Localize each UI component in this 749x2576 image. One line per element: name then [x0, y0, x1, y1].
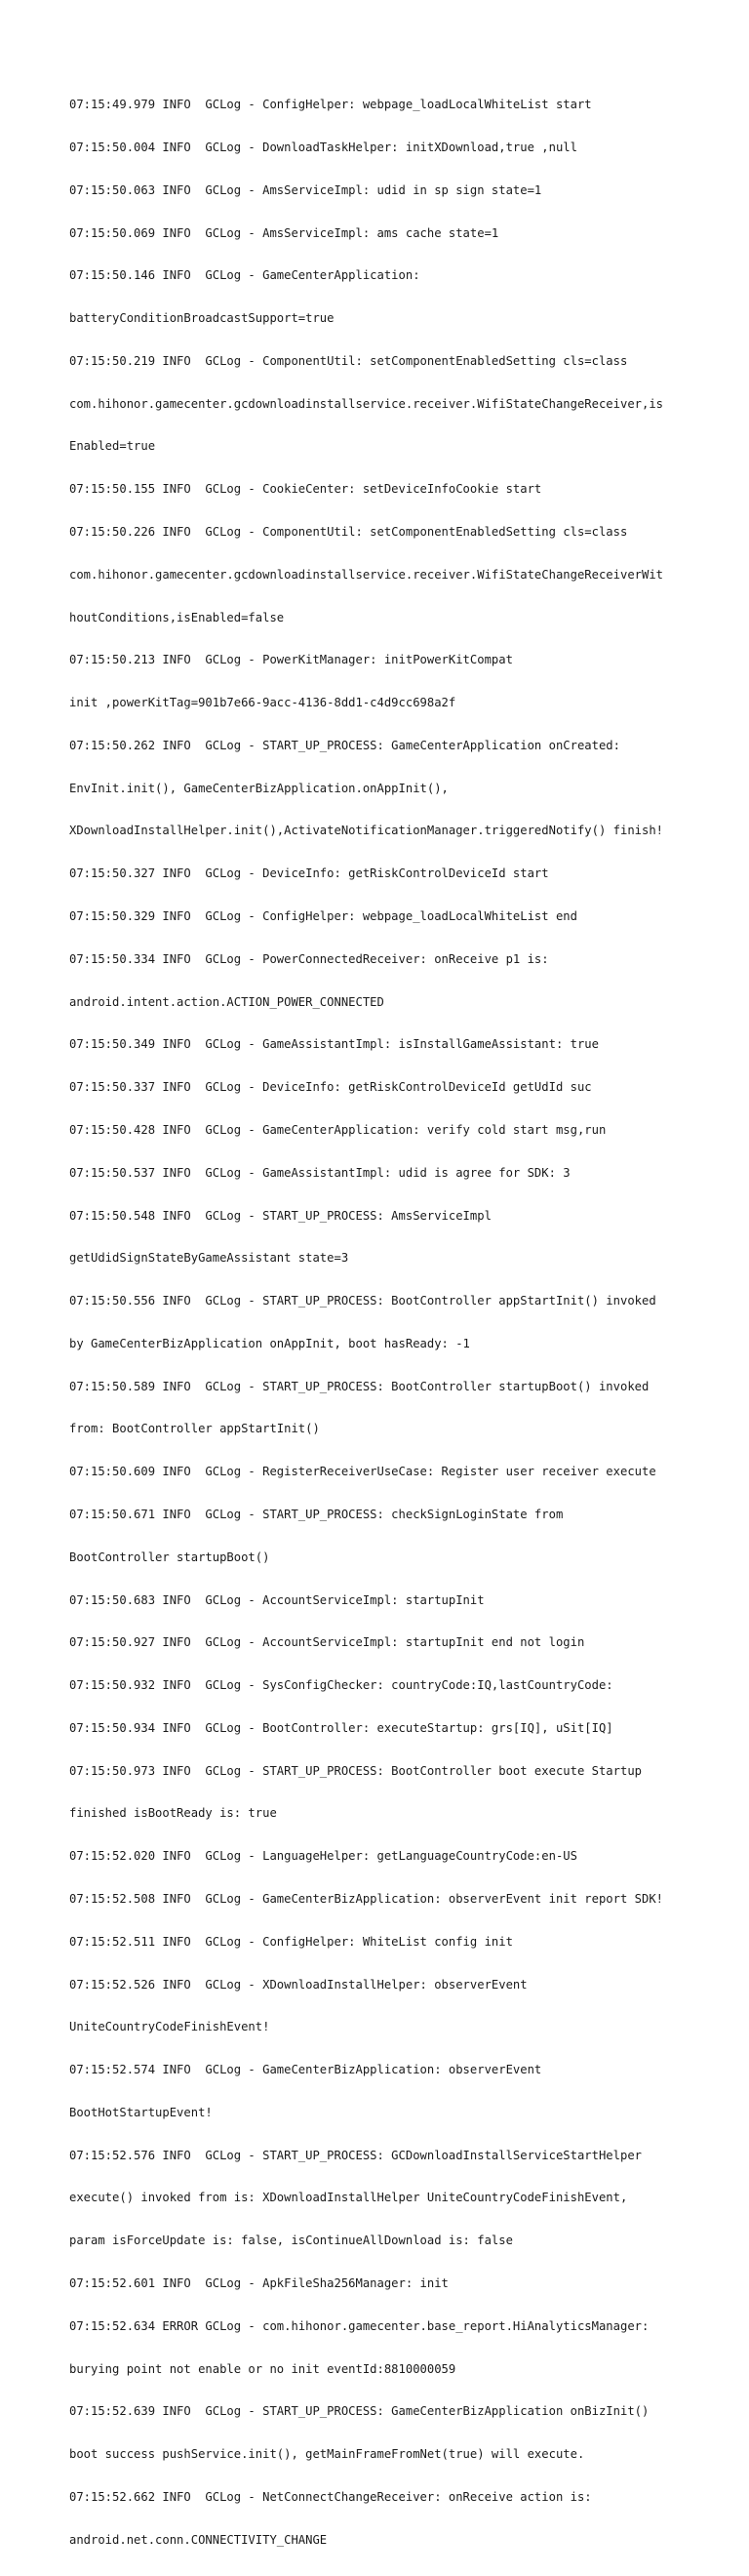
log-line: BootController startupBoot() — [69, 1550, 270, 1564]
log-line: 07:15:50.609 INFO GCLog - RegisterReceiverUseCase: Register user receiver execute — [69, 1465, 656, 1479]
log-line: Enabled=true — [69, 439, 156, 454]
log-line: 07:15:52.576 INFO GCLog - START_UP_PROCESS: GCDownloadInstallServiceStartHelper — [69, 2148, 642, 2162]
log-line: 07:15:50.927 INFO GCLog - AccountServiceImpl: startupInit end not login — [69, 1635, 585, 1650]
log-line: BootHotStartupEvent! — [69, 2105, 213, 2119]
log-line: 07:15:50.337 INFO GCLog - DeviceInfo: getRiskControlDeviceId getUdId suc — [69, 1080, 592, 1095]
log-line: 07:15:50.349 INFO GCLog - GameAssistantImpl: isInstallGameAssistant: true — [69, 1037, 599, 1052]
log-line: batteryConditionBroadcastSupport=true — [69, 311, 335, 326]
log-line: 07:15:50.548 INFO GCLog - START_UP_PROCESS: AmsServiceImpl — [69, 1208, 492, 1223]
log-line: houtConditions,isEnabled=false — [69, 610, 285, 624]
log-line: 07:15:50.226 INFO GCLog - ComponentUtil: setComponentEnabledSetting cls=class — [69, 525, 628, 539]
log-line: android.intent.action.ACTION_POWER_CONNECTED — [69, 994, 384, 1009]
log-line: 07:15:50.004 INFO GCLog - DownloadTaskHelper: initXDownload,true ,null — [69, 140, 577, 154]
log-line: 07:15:52.511 INFO GCLog - ConfigHelper: WhiteList config init — [69, 1934, 513, 1949]
log-line: 07:15:50.219 INFO GCLog - ComponentUtil: setComponentEnabledSetting cls=class — [69, 353, 628, 368]
log-line: 07:15:52.634 ERROR GCLog - com.hihonor.gamecenter.base_report.HiAnalyticsManager: — [69, 2318, 650, 2333]
log-line: 07:15:50.934 INFO GCLog - BootController: executeStartup: grs[IQ], uSit[IQ] — [69, 1720, 613, 1735]
log-line: from: BootController appStartInit() — [69, 1422, 320, 1436]
log-line: com.hihonor.gamecenter.gcdownloadinstallservice.receiver.WifiStateChangeReceiver,is — [69, 396, 664, 411]
log-line: getUdidSignStateByGameAssistant state=3 — [69, 1251, 349, 1266]
log-text-block — [69, 69, 693, 2576]
log-line: init ,powerKitTag=901b7e66-9acc-4136-8dd1-c4d9cc698a2f — [69, 696, 456, 710]
log-line: 07:15:50.146 INFO GCLog - GameCenterApplication: — [69, 268, 420, 283]
log-line: 07:15:52.574 INFO GCLog - GameCenterBizApplication: observerEvent — [69, 2063, 542, 2077]
log-line: boot success pushService.init(), getMainFrameFromNet(true) will execute. — [69, 2447, 585, 2462]
log-line: XDownloadInstallHelper.init(),ActivateNotificationManager.triggeredNotify() finish! — [69, 824, 664, 838]
log-line: 07:15:49.979 INFO GCLog - ConfigHelper: webpage_loadLocalWhiteList start — [69, 98, 592, 112]
log-line: 07:15:52.020 INFO GCLog - LanguageHelper: getLanguageCountryCode:en-US — [69, 1849, 577, 1864]
log-line: 07:15:52.526 INFO GCLog - XDownloadInstallHelper: observerEvent — [69, 1977, 528, 1992]
log-line: UniteCountryCodeFinishEvent! — [69, 2020, 270, 2034]
log-line: finished isBootReady is: true — [69, 1806, 277, 1821]
log-line: execute() invoked from is: XDownloadInstallHelper UniteCountryCodeFinishEvent, — [69, 2191, 628, 2205]
log-line: EnvInit.init(), GameCenterBizApplication.onAppInit(), — [69, 781, 449, 795]
log-line: 07:15:50.329 INFO GCLog - ConfigHelper: webpage_loadLocalWhiteList end — [69, 909, 577, 924]
log-line: 07:15:50.063 INFO GCLog - AmsServiceImpl: udid in sp sign state=1 — [69, 182, 542, 197]
log-line: 07:15:50.537 INFO GCLog - GameAssistantImpl: udid is agree for SDK: 3 — [69, 1165, 571, 1180]
log-line: 07:15:50.589 INFO GCLog - START_UP_PROCESS: BootController startupBoot() invoked — [69, 1379, 650, 1393]
log-line: 07:15:50.671 INFO GCLog - START_UP_PROCESS: checkSignLoginState from — [69, 1507, 564, 1521]
log-line: 07:15:50.428 INFO GCLog - GameCenterApplication: verify cold start msg,run — [69, 1122, 607, 1137]
log-line: 07:15:50.973 INFO GCLog - START_UP_PROCESS: BootController boot execute Startup — [69, 1763, 642, 1778]
log-line: 07:15:50.334 INFO GCLog - PowerConnectedReceiver: onReceive p1 is: — [69, 951, 549, 966]
log-line: 07:15:50.683 INFO GCLog - AccountServiceImpl: startupInit — [69, 1592, 485, 1607]
log-line: 07:15:50.213 INFO GCLog - PowerKitManager: initPowerKitCompat — [69, 653, 513, 667]
log-line: 07:15:50.069 INFO GCLog - AmsServiceImpl: ams cache state=1 — [69, 225, 499, 240]
log-line: 07:15:50.556 INFO GCLog - START_UP_PROCESS: BootController appStartInit() invoked — [69, 1294, 656, 1308]
log-line: burying point not enable or no init eventId:8810000059 — [69, 2361, 456, 2376]
log-line: 07:15:50.932 INFO GCLog - SysConfigChecker: countryCode:IQ,lastCountryCode: — [69, 1678, 613, 1693]
log-line: 07:15:50.262 INFO GCLog - START_UP_PROCESS: GameCenterApplication onCreated: — [69, 738, 620, 752]
log-line: 07:15:50.327 INFO GCLog - DeviceInfo: getRiskControlDeviceId start — [69, 866, 549, 881]
log-line: by GameCenterBizApplication onAppInit, boot hasReady: -1 — [69, 1336, 470, 1350]
log-line: com.hihonor.gamecenter.gcdownloadinstallservice.receiver.WifiStateChangeReceiverWit — [69, 567, 664, 582]
log-line: android.net.conn.CONNECTIVITY_CHANGE — [69, 2532, 328, 2547]
log-line: 07:15:52.601 INFO GCLog - ApkFileSha256Manager: init — [69, 2276, 449, 2291]
log-line: 07:15:52.662 INFO GCLog - NetConnectChangeReceiver: onReceive action is: — [69, 2489, 592, 2504]
log-line: 07:15:52.508 INFO GCLog - GameCenterBizApplication: observerEvent init report SDK! — [69, 1892, 664, 1906]
log-line: 07:15:50.155 INFO GCLog - CookieCenter: setDeviceInfoCookie start — [69, 482, 542, 497]
log-line: param isForceUpdate is: false, isContinueAllDownload is: false — [69, 2234, 513, 2248]
log-line: 07:15:52.639 INFO GCLog - START_UP_PROCESS: GameCenterBizApplication onBizInit() — [69, 2404, 650, 2419]
